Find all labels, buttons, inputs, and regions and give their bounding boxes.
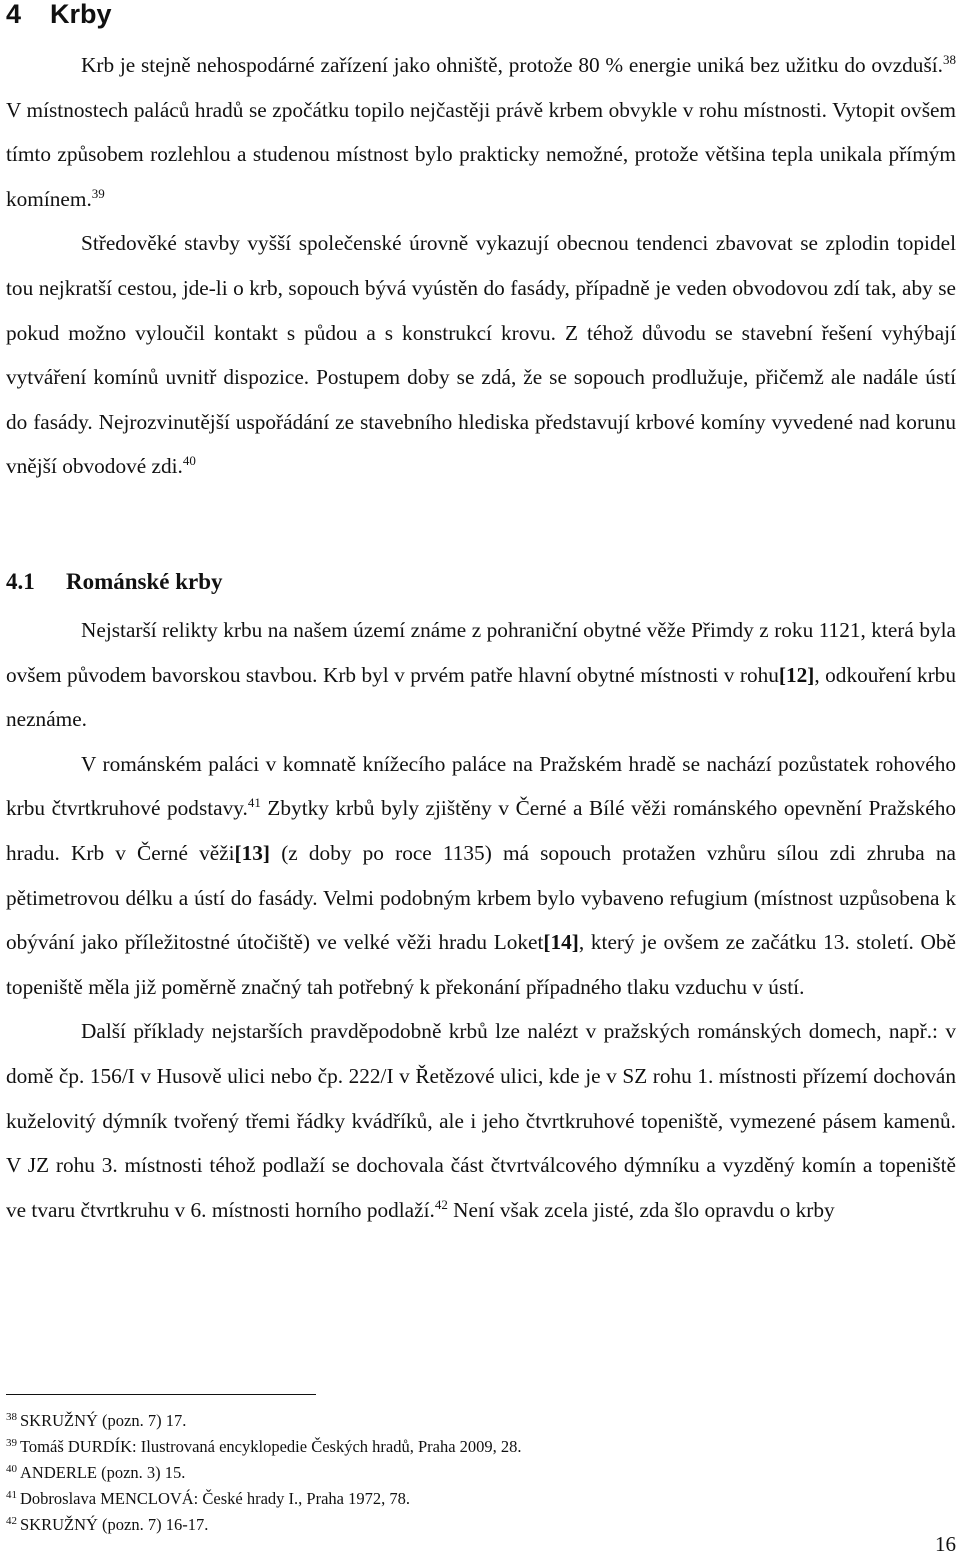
footnote-text: SKRUŽNÝ (pozn. 7) 17. — [20, 1411, 187, 1430]
paragraph-text: , odkouření krbu neznáme. — [6, 662, 956, 732]
section-body — [6, 608, 956, 1232]
paragraph — [6, 221, 956, 489]
paragraph — [6, 742, 956, 1010]
section-title: Románské krby — [66, 569, 223, 594]
footnote-text: ANDERLE (pozn. 3) 15. — [20, 1463, 186, 1482]
source-ref: [13] — [234, 840, 271, 865]
footnotes — [6, 1408, 906, 1538]
paragraph — [6, 1009, 956, 1232]
footnote-number: 42 — [6, 1515, 17, 1527]
chapter-title: Krby — [50, 0, 112, 29]
footnote-ref: 40 — [182, 453, 196, 469]
footnote-text: Dobroslava MENCLOVÁ: České hrady I., Praha 1972, 78. — [20, 1489, 410, 1508]
footnote-text: SKRUŽNÝ (pozn. 7) 16-17. — [20, 1515, 209, 1534]
paragraph-text: (z doby po roce 1135) má sopouch protažen vzhůru sílou zdi zhruba na pětimetrovou délku a ústí do fasády. Velmi podobným krbem bylo vybaveno refugium (místnost uzpůsobena k obývání jako příležitostné útočiště) ve velké věži hradu Loket — [6, 840, 957, 955]
footnote — [6, 1486, 906, 1512]
footnote-ref: 39 — [91, 185, 105, 201]
footnote-number: 41 — [6, 1489, 17, 1501]
paragraph — [6, 43, 956, 221]
footnote-ref: 42 — [434, 1196, 448, 1212]
paragraph — [6, 608, 956, 742]
page-number: 16 — [935, 1532, 956, 1556]
section-heading — [6, 562, 223, 602]
paragraph-text: , který je ovšem ze začátku 13. století. Obě topeniště měla již poměrně značný tah potřebný k překonání případného tlaku vzduchu v ústí. — [6, 930, 956, 999]
footnote-ref: 41 — [247, 795, 261, 811]
paragraph-text: V místnostech paláců hradů se zpočátku topilo nejčastěji právě krbem obvykle v rohu místnosti. Vytopit ovšem tímto způsobem rozlehlou a studenou místnost bylo prakticky nemožné, protože většina tepla unikala přímým komínem. — [6, 97, 956, 211]
footnote-number: 39 — [6, 1437, 17, 1449]
footnote-number: 38 — [6, 1411, 17, 1423]
chapter-heading — [6, 0, 112, 32]
footnote-separator — [6, 1394, 316, 1395]
footnote — [6, 1434, 906, 1460]
paragraph-text: Není však zcela jisté, zda šlo opravdu o krby — [447, 1197, 835, 1222]
footnote — [6, 1408, 906, 1434]
source-ref: [14] — [543, 930, 579, 955]
paragraph-text: V románském paláci v komnatě knížecího paláce na Pražském hradě se nachází pozůstatek rohového krbu čtvrtkruhové podstavy. — [6, 751, 956, 821]
source-ref: [12] — [778, 662, 815, 687]
footnote-ref: 38 — [943, 52, 956, 67]
paragraph-text: Středověké stavby vyšší společenské úrovně vykazují obecnou tendenci zbavovat se zplodin topidel tou nejkratší cestou, jde-li o krb, sopouch bývá vyústěn do fasády, případně je veden obvodovou zdí tak, aby se pokud možno vyloučil kontakt s půdou a s konstrukcí krovu. Z téhož důvodu se stavební řešení vyhýbají vytváření komínů uvnitř dispozice. Postupem doby se zdá, že se sopouch prodlužuje, přičemž ale nadále ústí do fasády. Nejrozvinutější uspořádání ze stavebního hlediska představují krbové komíny vyvedené nad korunu vnější obvodové zdi. — [6, 231, 956, 479]
paragraph-text: Další příklady nejstarších pravděpodobně krbů lze nalézt v pražských románských domech, např.: v domě čp. 156/I v Husově ulici nebo čp. 222/I v Řetězové ulici, kde je v SZ rohu 1. místnosti přízemí dochován kuželovitý dýmník tvořený třemi řádky kvádříků, ale i jeho čtvrtkruhové topeniště, vymezené pásem kamenů. V JZ rohu 3. místnosti téhož podlaží se dochovala část čtvrtválcového dýmníku a vyzděný komín a topeniště ve tvaru čtvrtkruhu v 6. místnosti horního podlaží. — [6, 1019, 956, 1222]
paragraph-text: Krb je stejně nehospodárné zařízení jako ohniště, protože 80 % energie uniká bez užitku do ovzduší. — [81, 53, 943, 77]
footnote — [6, 1460, 906, 1486]
footnote-number: 40 — [6, 1463, 17, 1475]
paragraph-text: Nejstarší relikty krbu na našem území známe z pohraniční obytné věže Přimdy z roku 1121, která byla ovšem původem bavorskou stavbou. Krb byl v prvém patře hlavní obytné místnosti v rohu — [6, 618, 956, 687]
chapter-intro — [6, 43, 956, 489]
footnote-text: Tomáš DURDÍK: Ilustrovaná encyklopedie Českých hradů, Praha 2009, 28. — [20, 1437, 522, 1456]
chapter-number: 4 — [6, 0, 22, 29]
section-number: 4.1 — [6, 569, 35, 594]
footnote — [6, 1512, 906, 1538]
paragraph-text: Zbytky krbů byly zjištěny v Černé a Bílé věži románského opevnění Pražského hradu. Krb v Černé věži — [6, 796, 956, 865]
